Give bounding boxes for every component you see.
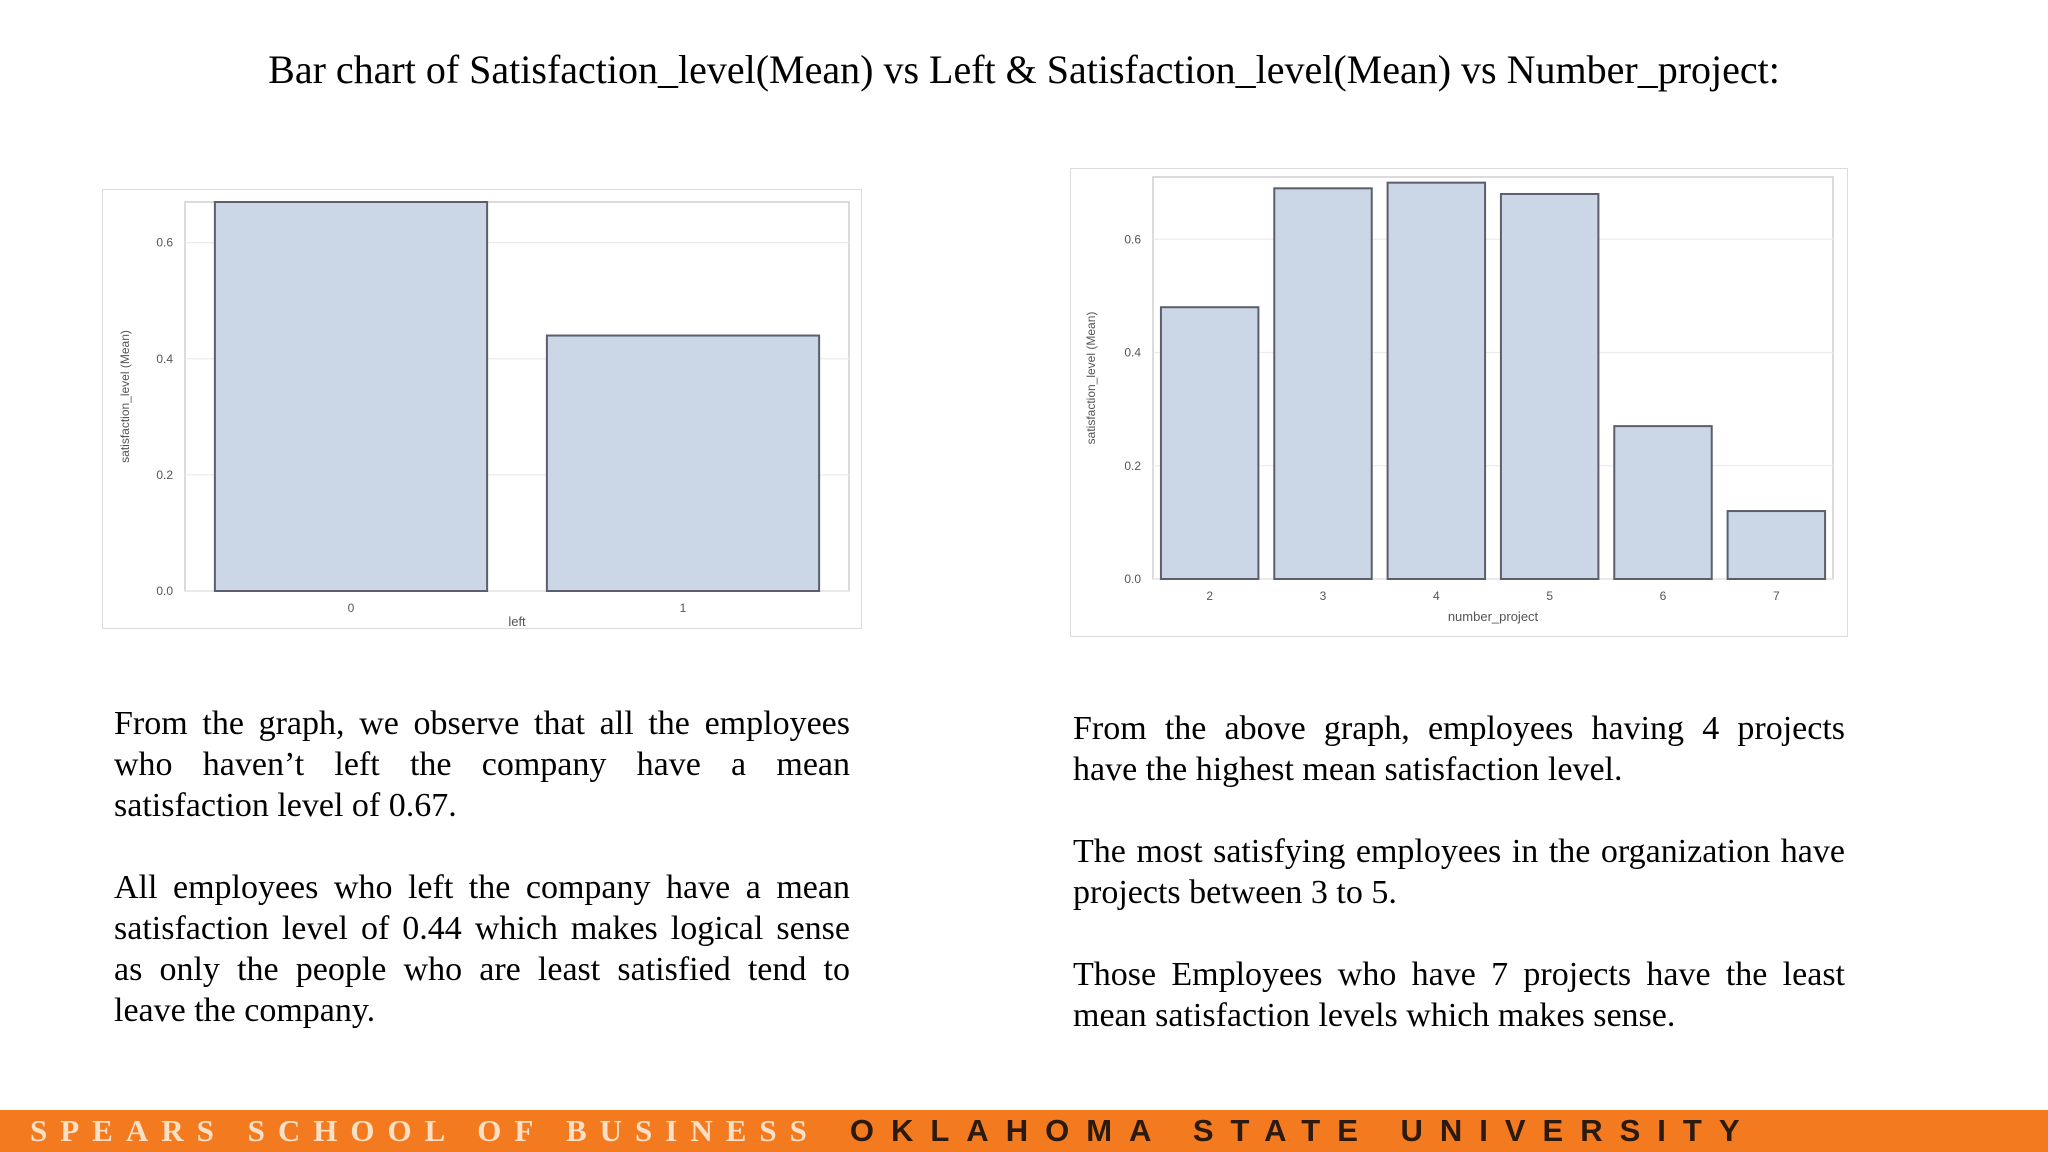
bar — [1388, 183, 1485, 579]
right-paragraph-1: From the above graph, employees having 4 projects have the highest mean satisfaction level. — [1073, 710, 1845, 788]
left-commentary — [114, 703, 850, 1072]
right-paragraph-2: The most satisfying employees in the organization have projects between 3 to 5. — [1073, 833, 1845, 911]
y-tick-label: 0.2 — [156, 467, 173, 482]
x-tick-label: 4 — [1432, 589, 1440, 603]
bar — [1728, 511, 1825, 579]
x-tick-label: 6 — [1659, 589, 1667, 603]
footer-banner — [0, 1110, 2048, 1152]
bar — [1501, 194, 1598, 579]
x-tick-label: 1 — [679, 601, 687, 615]
x-axis-title: left — [508, 614, 526, 628]
footer-school-name: SPEARS SCHOOL OF BUSINESS — [30, 1113, 820, 1148]
chart-satisfaction-vs-left — [102, 189, 862, 629]
y-axis-title: satisfaction_level (Mean) — [1084, 311, 1098, 445]
bar — [1161, 307, 1258, 579]
y-tick-label: 0.6 — [1124, 232, 1141, 247]
right-paragraph-3: Those Employees who have 7 projects have the least mean satisfaction levels which makes sense. — [1073, 956, 1845, 1034]
x-tick-label: 3 — [1319, 589, 1327, 603]
y-axis-title: satisfaction_level (Mean) — [118, 330, 132, 463]
chart-right-svg — [1071, 169, 1847, 636]
x-tick-label: 5 — [1546, 589, 1554, 603]
left-paragraph-2: All employees who left the company have a mean satisfaction level of 0.44 which makes logical sense as only the people who are least satisfied tend to leave the company. — [114, 869, 850, 1029]
y-tick-label: 0.4 — [1124, 345, 1141, 360]
y-tick-label: 0.2 — [1124, 458, 1141, 473]
bar — [1614, 426, 1711, 579]
y-tick-label: 0.0 — [1124, 572, 1141, 586]
x-tick-label: 2 — [1206, 589, 1214, 603]
slide-title: Bar chart of Satisfaction_level(Mean) vs Left & Satisfaction_level(Mean) vs Number_project: — [268, 47, 1780, 92]
y-tick-label: 0.6 — [156, 235, 173, 250]
bar — [547, 336, 819, 591]
left-paragraph-1: From the graph, we observe that all the employees who haven’t left the company have a mean satisfaction level of 0.67. — [114, 705, 850, 824]
x-tick-label: 0 — [347, 601, 355, 615]
bar — [1274, 188, 1371, 579]
x-tick-label: 7 — [1772, 589, 1780, 603]
bar — [215, 202, 487, 591]
chart-left-svg — [103, 190, 861, 628]
footer-university-name: OKLAHOMA STATE UNIVERSITY — [849, 1113, 1757, 1148]
y-tick-label: 0.0 — [156, 584, 173, 598]
chart-satisfaction-vs-number-project — [1070, 168, 1848, 637]
right-commentary — [1073, 708, 1845, 1077]
x-axis-title: number_project — [1447, 609, 1539, 624]
y-tick-label: 0.4 — [156, 351, 173, 366]
